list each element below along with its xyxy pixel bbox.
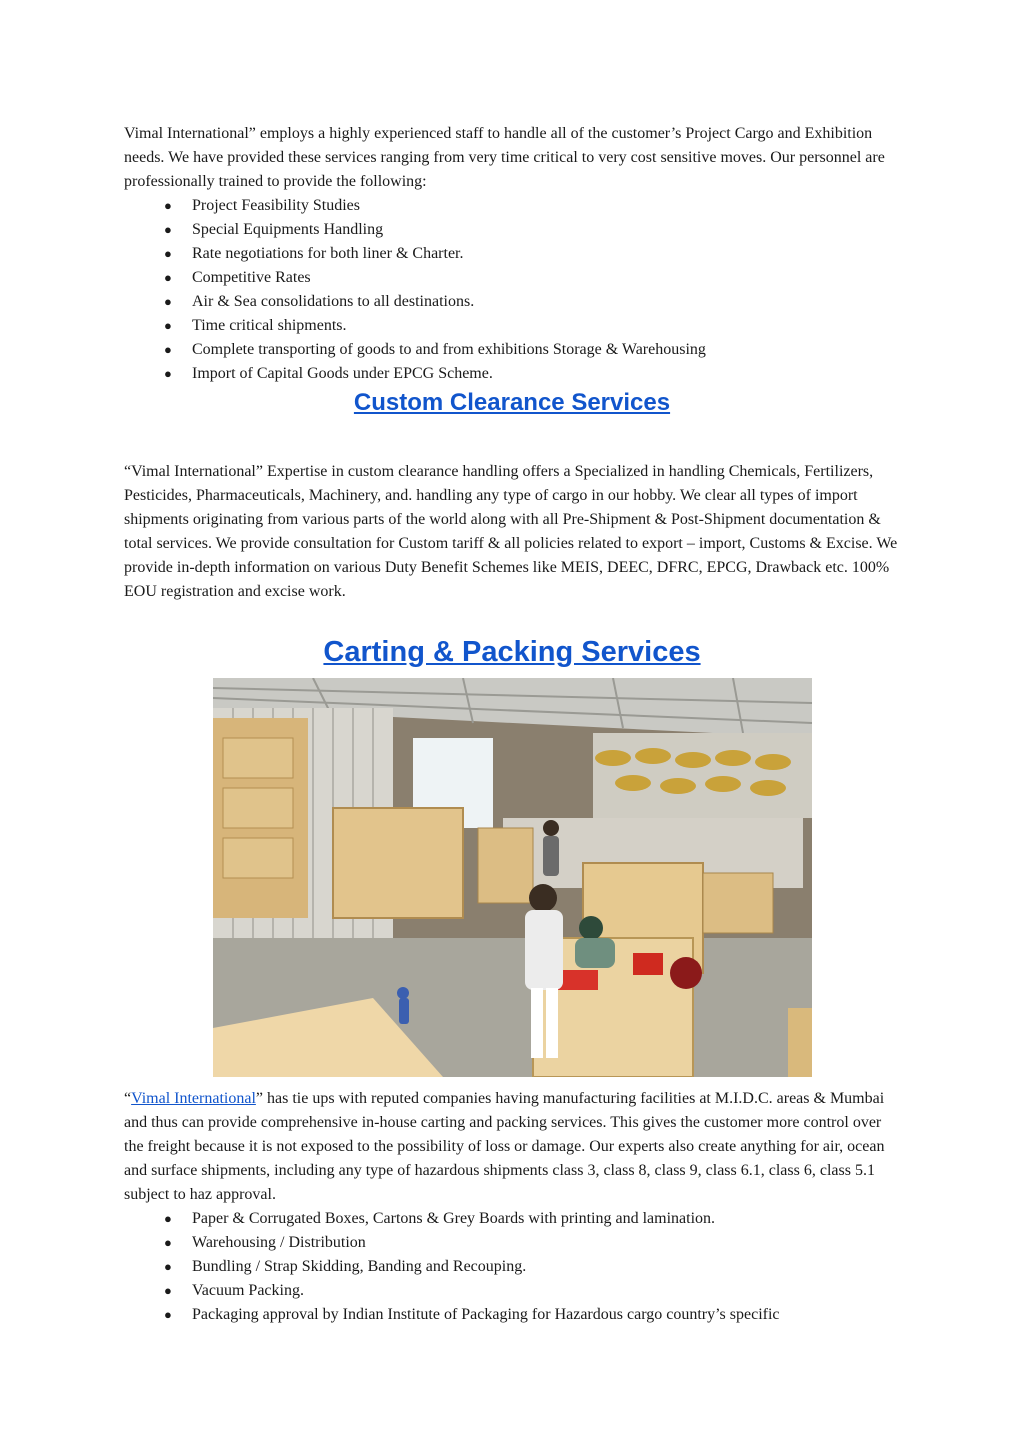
bullet-icon: ● [164,294,172,309]
carting-paragraph: “Vimal International” has tie ups with reputed companies having manufacturing facilities at M.I.D.C. areas & Mumbai and thus can provide comprehensive in-house carting and packing services. This gives the customer more control over the freight because it is not exposed to the possibility of loss or damage. Our experts also create anything for air, ocean and surface shipments, including any type of hazardous shipments class 3, class 8, class 9, class 6.1, class 6, class 5.1 subject to haz approval. [124,1090,885,1203]
bullet-icon: ● [164,1307,172,1322]
bullet-icon: ● [164,1235,172,1250]
bullet-icon: ● [164,318,172,333]
custom-clearance-paragraph: “Vimal International” Expertise in custom clearance handling offers a Specialized in handling Chemicals, Fertilizers, Pesticides, Pharmaceuticals, Machinery, and. handling any type of cargo in our hobby. We clear all types of import shipments originating from various parts of the world along with all Pre-Shipment & Post-Shipment documentation & total services. We provide consultation for Custom tariff & all policies related to export – import, Customs & Excise. We provide in-depth information on various Duty Benefit Schemes like MEIS, DEEC, DFRC, EPCG, Drawback etc. 100% EOU registration and excise work. [124,463,898,600]
bullet-icon: ● [164,342,172,357]
vimal-international-link[interactable]: Vimal International [131,1090,256,1107]
bullet-icon: ● [164,198,172,213]
list-item: ● Import of Capital Goods under EPCG Scheme. [124,362,900,386]
custom-clearance-heading[interactable]: Custom Clearance Services [353,389,671,416]
list-item: ● Complete transporting of goods to and from exhibitions Storage & Warehousing [124,338,900,362]
list-item: ● Bundling / Strap Skidding, Banding and Recouping. [124,1255,900,1279]
list-item: ● Vacuum Packing. [124,1279,900,1303]
bullet-icon: ● [164,1283,172,1298]
list-item: ● Paper & Corrugated Boxes, Cartons & Grey Boards with printing and lamination. [124,1207,900,1231]
bullet-icon: ● [164,222,172,237]
list-item: ● Rate negotiations for both liner & Charter. [124,242,900,266]
bullet-icon: ● [164,246,172,261]
list-item: ● Packaging approval by Indian Institute of Packaging for Hazardous cargo country’s specific [124,1303,900,1327]
bullet-icon: ● [164,1259,172,1274]
document-page [124,122,900,1327]
list-item: ● Time critical shipments. [124,314,900,338]
intro-bullet-list [124,194,900,386]
bullet-icon: ● [164,366,172,381]
bullet-icon: ● [164,270,172,285]
carting-bullet-list [124,1207,900,1327]
list-item: ● Special Equipments Handling [124,218,900,242]
list-item: ● Project Feasibility Studies [124,194,900,218]
list-item: ● Competitive Rates [124,266,900,290]
warehouse-packing-photo [213,678,812,1077]
intro-paragraph: Vimal International” employs a highly experienced staff to handle all of the customer’s Project Cargo and Exhibition needs. We have provided these services ranging from very time critical to very cost sensitive moves. Our personnel are professionally trained to provide the following: [124,125,885,190]
list-item: ● Warehousing / Distribution [124,1231,900,1255]
bullet-icon: ● [164,1211,172,1226]
carting-packing-heading[interactable]: Carting & Packing Services [323,636,701,668]
list-item: ● Air & Sea consolidations to all destinations. [124,290,900,314]
